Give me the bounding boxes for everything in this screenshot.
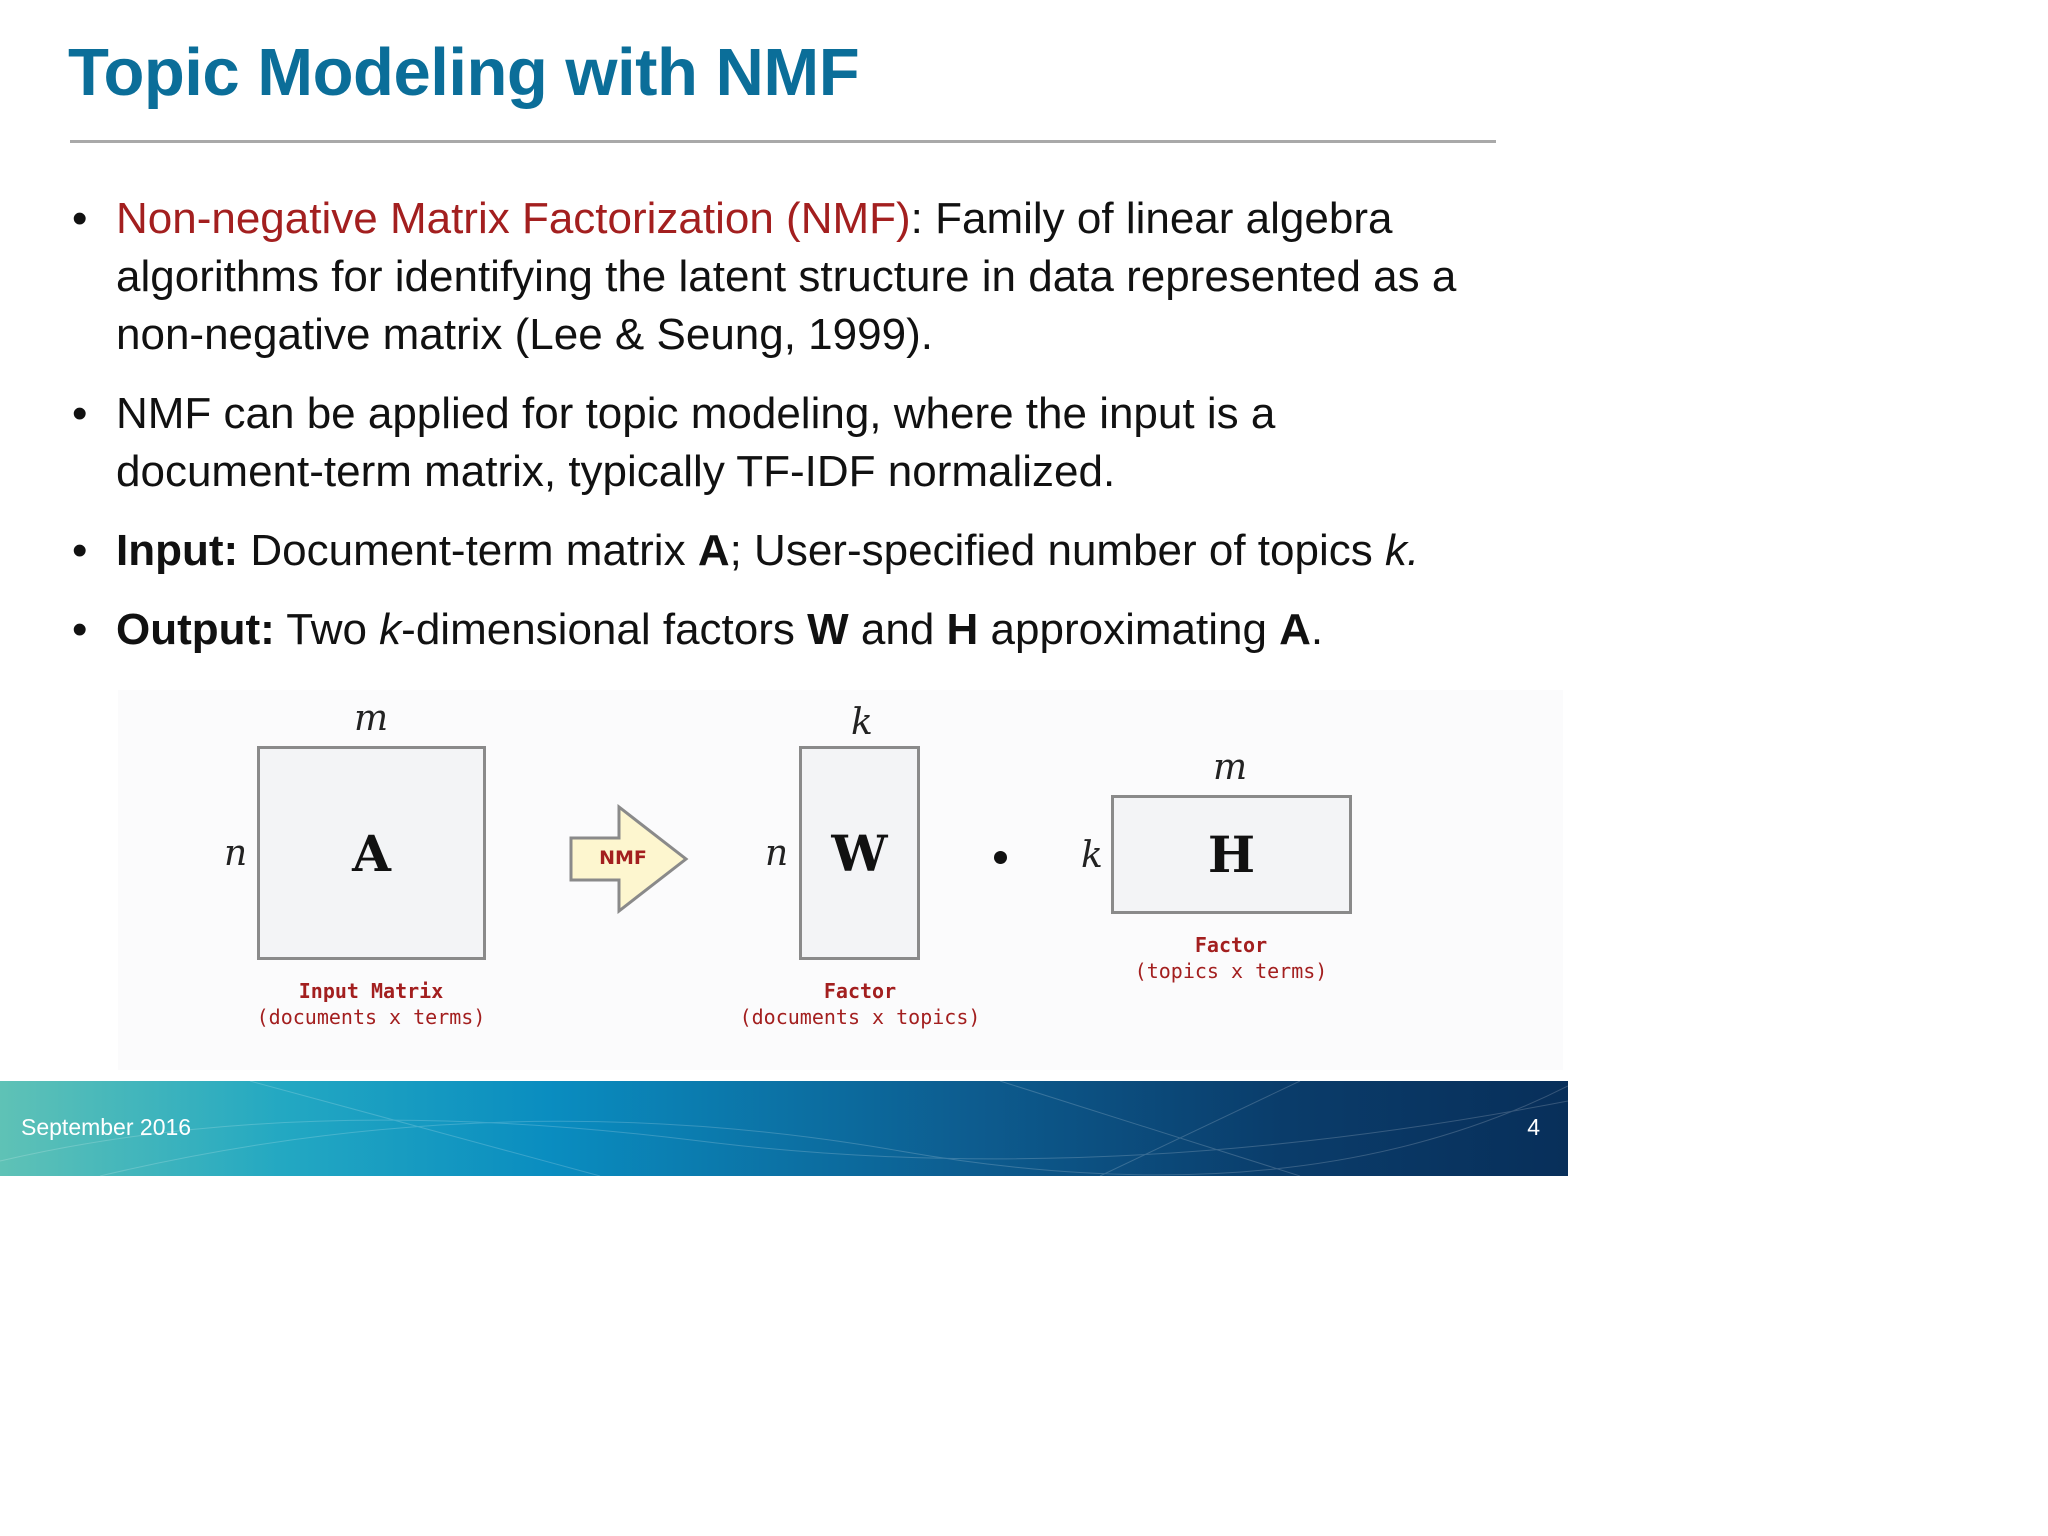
matrix-a-caption — [231, 978, 511, 1030]
matrix-h-cols-label: m — [1213, 747, 1248, 788]
matrix-a — [257, 746, 486, 960]
input-text-2: ; User-specified number of topics — [729, 526, 1385, 575]
matrix-w-caption-sub: (documents x topics) — [739, 1005, 981, 1029]
matrix-h-caption-title: Factor — [1194, 933, 1268, 957]
output-text-1: Two — [274, 605, 380, 654]
output-text-5: . — [1310, 605, 1324, 654]
matrix-h — [1111, 795, 1352, 914]
bullet-dot: • — [72, 605, 88, 654]
input-label: Input: — [116, 526, 239, 575]
footer-decoration — [0, 1081, 1568, 1176]
nmf-term: Non-negative Matrix Factorization (NMF) — [116, 194, 911, 243]
multiply-dot-icon — [994, 851, 1007, 864]
matrix-a-caption-sub: (documents x terms) — [256, 1005, 486, 1029]
topic-modeling-text: NMF can be applied for topic modeling, where the input is a document-term matrix, typically TF-IDF normalized. — [116, 389, 1276, 496]
matrix-a-label: A — [352, 823, 391, 883]
matrix-w-label: W — [831, 823, 888, 883]
output-w-symbol: W — [807, 605, 849, 654]
bullet-nmf-definition — [70, 190, 1556, 364]
matrix-w-caption — [710, 978, 1010, 1030]
output-a-symbol: A — [1279, 605, 1311, 654]
bullet-dot: • — [72, 194, 88, 243]
page-number: 4 — [1527, 1114, 1540, 1140]
input-text-1: Document-term matrix — [238, 526, 698, 575]
nmf-definition-text: : Family of linear algebra algorithms for identifying the latent structure in data represented as a non-negative matrix (Lee & Seung, 1999). — [116, 194, 1457, 359]
output-k-symbol: k — [379, 605, 402, 654]
input-matrix-symbol: A — [697, 526, 730, 575]
bullet-topic-modeling — [70, 385, 1456, 501]
bullet-dot: • — [72, 526, 88, 575]
matrix-w-caption-title: Factor — [823, 979, 897, 1003]
matrix-h-label: H — [1207, 825, 1256, 884]
output-text-3: and — [848, 605, 947, 654]
matrix-w-rows-label: n — [765, 833, 789, 874]
matrix-a-cols-label: m — [354, 698, 389, 739]
nmf-arrow-label: NMF — [599, 847, 647, 869]
title-divider — [70, 140, 1496, 143]
footer-date: September 2016 — [21, 1114, 192, 1140]
output-h-symbol: H — [946, 605, 979, 654]
matrix-w — [799, 746, 920, 960]
output-text-2: -dimensional factors — [401, 605, 808, 654]
bullet-list — [70, 190, 1560, 680]
output-label: Output: — [116, 605, 275, 654]
input-k-symbol: k — [1384, 526, 1407, 575]
bullet-output — [70, 601, 1560, 659]
input-text-3: . — [1406, 526, 1420, 575]
matrix-a-caption-title: Input Matrix — [298, 979, 444, 1003]
bullet-input — [70, 522, 1560, 580]
slide-title: Topic Modeling with NMF — [68, 35, 860, 110]
matrix-h-caption-sub: (topics x terms) — [1134, 959, 1328, 983]
matrix-w-cols-label: k — [851, 702, 873, 743]
bullet-dot: • — [72, 389, 88, 438]
footer-bar — [0, 1081, 1568, 1176]
output-text-4: approximating — [978, 605, 1280, 654]
matrix-a-rows-label: n — [224, 833, 248, 874]
matrix-h-rows-label: k — [1081, 835, 1103, 876]
matrix-h-caption — [1100, 932, 1362, 984]
